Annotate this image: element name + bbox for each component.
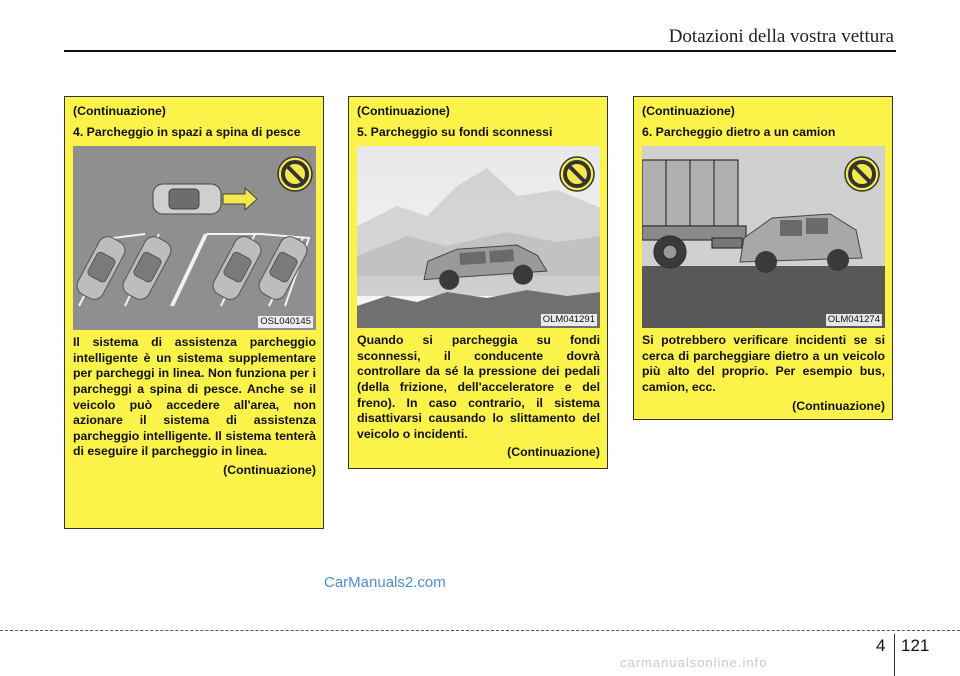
image-code: OLM041291 xyxy=(542,314,595,326)
header-title: Dotazioni della vostra vettura xyxy=(668,26,894,47)
continuation-top: (Continuazione) xyxy=(73,104,166,118)
prohibited-icon xyxy=(845,157,879,191)
page-number: 121 xyxy=(901,636,930,655)
prohibited-icon xyxy=(278,157,312,191)
moving-car xyxy=(153,184,221,214)
footer-rule xyxy=(0,630,960,631)
continuation-end: (Continuazione) xyxy=(792,398,885,413)
continuation-end: (Continuazione) xyxy=(507,445,600,460)
section-heading: 6. Parcheggio dietro a un camion xyxy=(642,124,836,139)
truck-parking-illustration xyxy=(642,146,885,328)
watermark-link[interactable]: CarManuals2.com xyxy=(324,574,446,591)
section-heading: 5. Parcheggio su fondi sconnessi xyxy=(357,124,553,139)
section-heading: 4. Parcheggio in spazi a spina di pesce xyxy=(73,124,301,139)
page-divider xyxy=(894,634,895,676)
rough-ground-illustration xyxy=(357,146,600,328)
body-text: Quando si parcheggia su fondi sconnessi, il conducente dovrà controllare da sé la pressione dei pedali (della frizione, dell'acceleratore e del freno). In caso contrario, il sistema disattivarsi causando lo slittamento del veicolo o incidenti. xyxy=(357,333,600,441)
site-watermark: carmanualsonline.info xyxy=(620,655,768,670)
image-code: OSL040145 xyxy=(260,316,311,328)
note-box-behind-truck xyxy=(633,96,893,420)
note-box-herringbone xyxy=(64,96,324,529)
image-code: OLM041274 xyxy=(827,314,880,326)
herringbone-parking-illustration xyxy=(73,146,316,330)
header-rule xyxy=(64,50,896,52)
chapter-number: 4 xyxy=(876,636,886,655)
continuation-top: (Continuazione) xyxy=(642,104,735,118)
continuation-end: (Continuazione) xyxy=(223,463,316,478)
note-box-rough-ground xyxy=(348,96,608,469)
body-text: Si potrebbero verificare incidenti se si cerca di parcheggiare dietro a un veicolo più alto del proprio. Per esempio bus, camion, ecc. xyxy=(642,333,885,395)
continuation-top: (Continuazione) xyxy=(357,104,450,118)
prohibited-icon xyxy=(560,157,594,191)
body-text: Il sistema di assistenza parcheggio intelligente è un sistema supplementare per parcheggi in linea. Non funziona per i parcheggi a spina di pesce. Anche se il veicolo può accedere all'area, non azionare il sistema di assistenza parcheggio intelligente. Il sistema tenterà di eseguire il parcheggio in linea. xyxy=(73,335,316,459)
